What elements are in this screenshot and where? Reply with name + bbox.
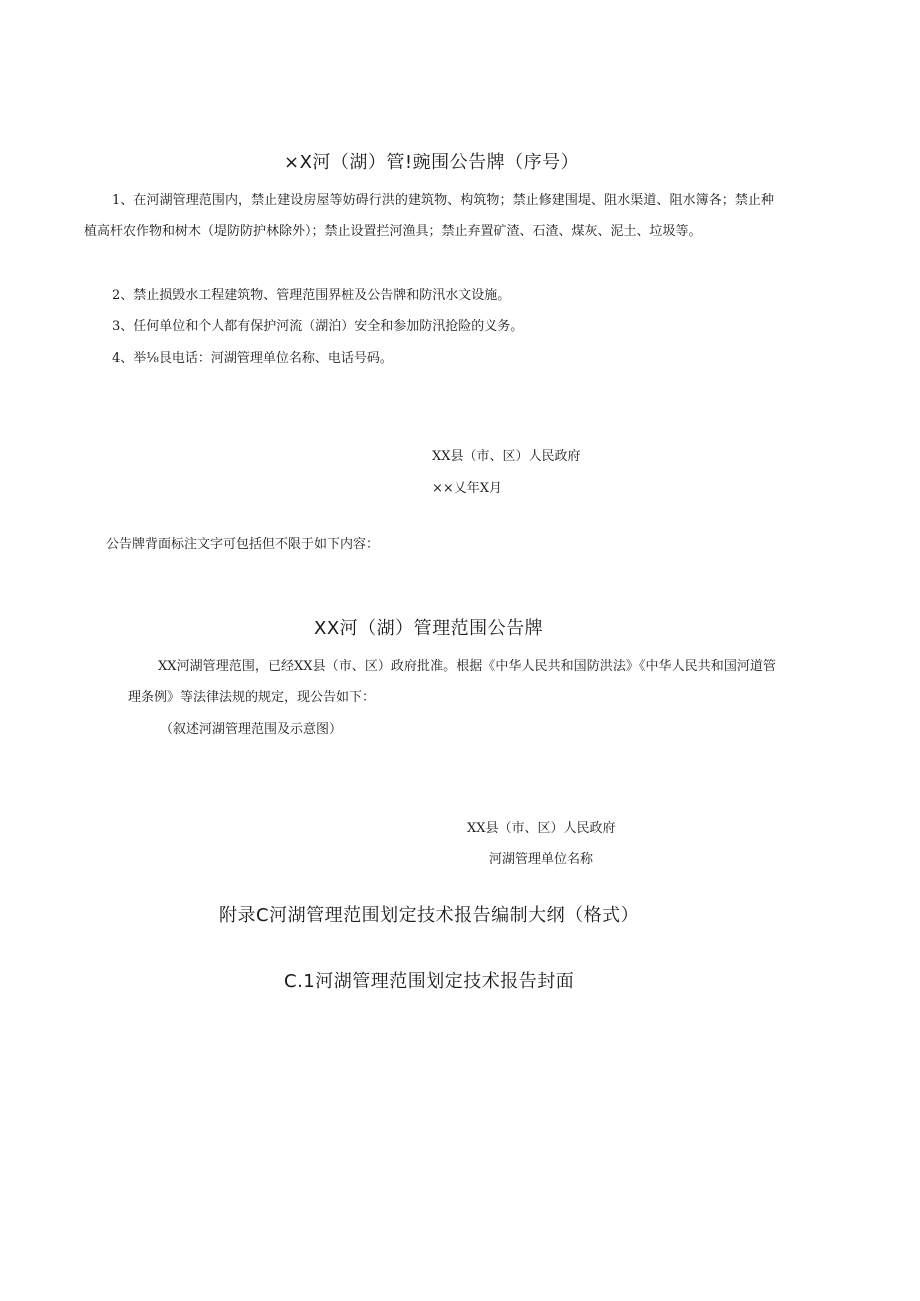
back-paragraph: XX河湖管理范围，已经XX县（市、区）政府批准。根据《中华人民共和国防洪法》《中华人民共和国河道管理条例》等法律法规的规定，现公告如下： [128,659,776,705]
back-side-note: 公告牌背面标注文字可包括但不限于如下内容： [106,537,380,552]
back-signature-unit: 河湖管理单位名称 [489,852,594,867]
front-item-3: 3、任何单位和个人都有保护河流（湖泊）安全和参加防汛抢险的义务。 [112,319,524,334]
front-item-1: 1、在河湖管理范围内，禁止建设房屋等妨碍行洪的建筑物、构筑物；禁止修建围堤、阻水渠道、阻水簿各；禁止种植高杆农作物和树木（堤防防护林除外）；禁止设置拦河渔具；禁止弃置矿渣、石渣、煤灰、泥土、垃圾等。 [84,193,774,239]
appendix-heading: 附录C河湖管理范围划定技术报告编制大纲（格式） [219,905,640,926]
front-signature-org: XX县（市、区）人民政府 [432,449,581,464]
front-title: ×X河（湖）管!豌围公告牌（序号） [284,152,580,173]
back-signature-org: XX县（市、区）人民政府 [467,821,616,836]
back-title: XX河（湖）管理范围公告牌 [314,618,544,639]
appendix-subheading: C.1河湖管理范围划定技术报告封面 [284,971,575,992]
front-item-2: 2、禁止损毁水工程建筑物、管理范围界桩及公告牌和防汛水文设施。 [112,288,511,303]
back-placeholder: （叙述河湖管理范围及示意图） [160,722,343,737]
front-item-4: 4、举⅛艮电话：河湖管理单位名称、电话号码。 [112,351,393,366]
front-signature-date: ××乂年X月 [432,481,503,496]
